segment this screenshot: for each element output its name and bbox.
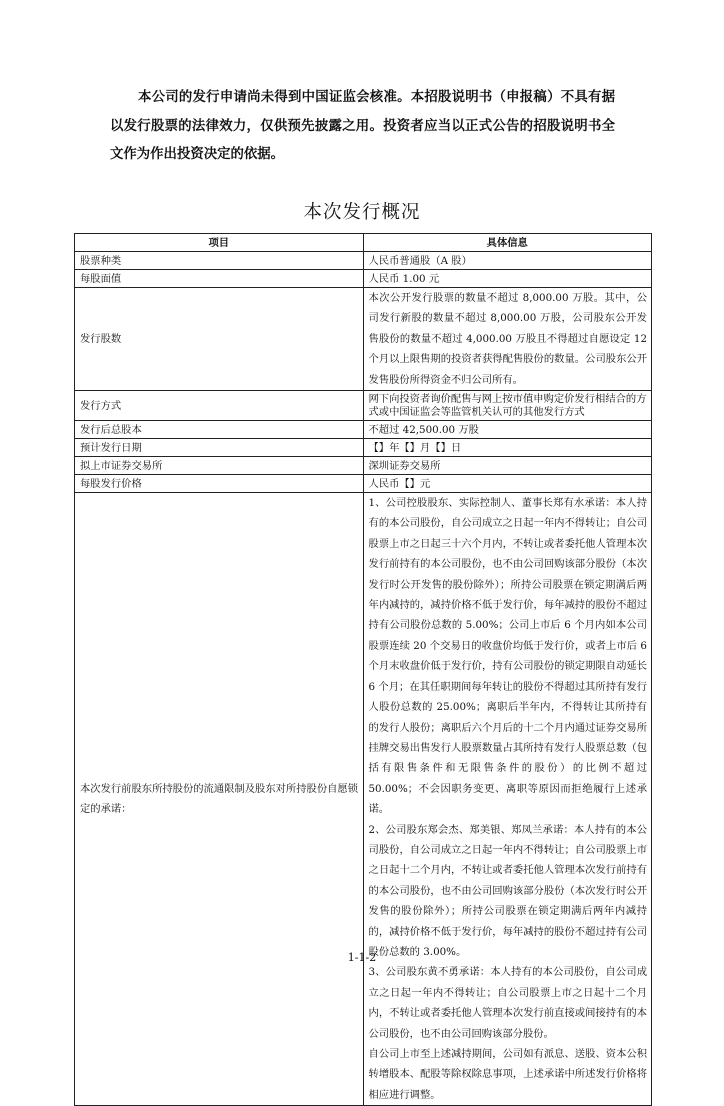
row-label: 发行方式	[75, 391, 364, 421]
table-row	[75, 421, 652, 439]
table-row	[75, 439, 652, 457]
table-row	[75, 270, 652, 288]
row-value: 人民币普通股（A 股）	[363, 252, 652, 270]
table-header-row	[75, 234, 652, 252]
row-label: 拟上市证券交易所	[75, 457, 364, 475]
row-label: 股票种类	[75, 252, 364, 270]
disclaimer-text: 本公司的发行申请尚未得到中国证监会核准。本招股说明书（申报稿）不具有据以发行股票的法律效力，仅供预先披露之用。投资者应当以正式公告的招股说明书全文作为作出投资决定的依据。	[110, 90, 615, 162]
commitment-label: 本次发行前股东所持股份的流通限制及股东对所持股份自愿锁定的承诺：	[75, 493, 364, 1106]
row-value: 不超过 42,500.00 万股	[363, 421, 652, 439]
row-value: 本次公开发行股票的数量不超过 8,000.00 万股。其中，公司发行新股的数量不超过 8,000.00 万股，公司股东公开发售股份的数量不超过 4,000.00 万股且不得超过自愿设定 12 个月以上限售期的投资者获得配售股份的数量。公司股东公开发售股份所得资金不归公司所有。	[363, 288, 652, 391]
row-value: 网下向投资者询价配售与网上按市值申购定价发行相结合的方式或中国证监会等监管机关认可的其他发行方式	[363, 391, 652, 421]
table-row	[75, 252, 652, 270]
commitment-paragraph: 3、公司股东黄不勇承诺：本人持有的本公司股份，自公司成立之日起一年内不得转让；自公司股票上市之日起十二个月内，不转让或者委托他人管理本次发行前直接或间接持有的本公司股份，也不由公司回购该部分股份。	[368, 966, 647, 1040]
row-label: 每股发行价格	[75, 475, 364, 493]
row-value: 【】年【】月【】日	[363, 439, 652, 457]
table-row-commitments	[75, 493, 652, 1106]
commitment-paragraph: 1、公司控股股东、实际控制人、董事长郑有水承诺：本人持有的本公司股份，自公司成立之日起一年内不得转让；自公司股票上市之日起三十六个月内，不转让或者委托他人管理本次发行前持有的本公司股份，也不由公司回购该部分股份（本次发行时公开发售的股份除外）；所持公司股票在锁定期满后两年内减持的，减持价格不低于发行价，每年减持的股份不超过持有公司股份总数的 5.00%；公司上市后 6 个月内如本公司股票连续 20 个交易日的收盘价均低于发行价，或者上市后 6 个月末收盘价低于发行价，持有公司股份的锁定期限自动延长 6 个月；在其任职期间每年转让的股份不得超过其所持有发行人股份总数的 25.00%；离职后半年内，不得转让其所持有的发行人股份；离职后六个月后的十二个月内通过证券交易所挂牌交易出售发行人股票数量占其所持有发行人股票总数（包括有限售条件和无限售条件的股份）的比例不超过 50.00%；不会因职务变更、离职等原因而拒绝履行上述承诺。	[368, 497, 647, 816]
header-details: 具体信息	[363, 234, 652, 252]
page-title: 本次发行概况	[303, 202, 421, 223]
commitment-paragraph: 2、公司股东郑会杰、郑美银、郑凤兰承诺：本人持有的本公司股份，自公司成立之日起一年内不得转让；自公司股票上市之日起十二个月内，不转让或者委托他人管理本次发行前持有的本公司股份，也不由公司回购该部分股份（本次发行时公开发售的股份除外）；所持公司股票在锁定期满后两年内减持的，减持价格不低于发行价，每年减持的股份不超过持有公司股份总数的 3.00%。	[368, 823, 647, 958]
row-value: 人民币 1.00 元	[363, 270, 652, 288]
page-number: 1-1-2	[347, 951, 377, 964]
header-item: 项目	[75, 234, 364, 252]
row-label: 预计发行日期	[75, 439, 364, 457]
row-value: 人民币【】元	[363, 475, 652, 493]
row-label: 发行后总股本	[75, 421, 364, 439]
disclaimer-notice	[110, 84, 615, 170]
offering-overview-table	[74, 233, 652, 1106]
table-row	[75, 391, 652, 421]
table-row	[75, 457, 652, 475]
row-label: 每股面值	[75, 270, 364, 288]
table-row	[75, 288, 652, 391]
table-row	[75, 475, 652, 493]
row-label: 发行股数	[75, 288, 364, 391]
commitment-details	[363, 493, 652, 1106]
commitment-paragraph: 自公司上市至上述减持期间，公司如有派息、送股、资本公积转增股本、配股等除权除息事项，上述承诺中所述发行价格将相应进行调整。	[368, 1048, 647, 1101]
row-value: 深圳证券交易所	[363, 457, 652, 475]
